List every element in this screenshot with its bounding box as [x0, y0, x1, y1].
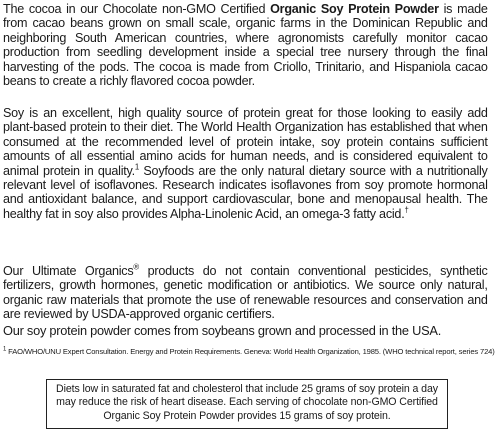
usa-origin-paragraph: Our soy protein powder comes from soybeans grown and processed in the USA. — [3, 323, 442, 338]
ultimate-organics-paragraph — [3, 264, 488, 322]
footnote — [3, 347, 495, 357]
cocoa-paragraph-intro: The cocoa in our Chocolate non-GMO Certified — [3, 1, 271, 16]
footnote-mark: 1 — [3, 346, 7, 353]
cocoa-sourcing-paragraph — [3, 2, 488, 88]
label-panel — [2, 2, 496, 433]
soy-protein-paragraph — [3, 106, 488, 221]
product-name-bold: Organic Soy Protein Powder — [270, 1, 439, 16]
footnote-text: FAO/WHO/UNU Expert Consultation. Energy and Protein Requirements. Geneva: World Health Organization, 1985. (WHO technical report, series 724) — [6, 347, 495, 356]
soy-paragraph-text-a: Soy is an excellent, high quality source of protein great for those looking to easily add plant-based protein to their diet. The World Health Organization has established that when consumed at the recommended level of protein intake, soy protein contains sufficient amounts of all essential amino acids for human needs, and is considered equivalent to animal protein in quality. — [3, 105, 488, 178]
organics-paragraph-text-a: Our Ultimate Organics — [3, 263, 134, 278]
registered-mark: ® — [133, 262, 139, 272]
footnote-reference-1: 1 — [134, 162, 140, 172]
health-claim-box — [46, 379, 448, 429]
dagger-mark: † — [404, 205, 409, 215]
organics-paragraph-text-b: products do not contain conventional pesticides, synthetic fertilizers, growth hormones, genetic modification or antibiotics. We source only natural, organic raw materials that promote the use of renewable resources and conservation and are reviewed by USDA-approved organic certifiers. — [3, 263, 488, 322]
cocoa-paragraph-body: is made from cacao beans grown on small scale, organic farms in the Dominican Republic and neighboring South American countries, where agronomists carefully monitor cacao production from seedling development inside a special tree nursery through the final harvesting of the pods. The cocoa is made from Criollo, Trinitario, and Hispaniola cacao beans to create a richly flavored cocoa powder. — [3, 1, 488, 89]
health-claim-text: Diets low in saturated fat and cholesterol that include 25 grams of soy protein a day may reduce the risk of heart disease. Each serving of chocolate non-GMO Certified Organic Soy Protein Powder provides 15 grams of soy protein. — [56, 383, 438, 422]
soy-paragraph-text-b: Soyfoods are the only natural dietary source with a nutritionally relevant level of isoflavones. Research indicates isoflavones from soy promote hormonal and antioxidant balance, and support cardiovascular, bone and menopausal health. The healthy fat in soy also provides Alpha-Linolenic Acid, an omega-3 fatty acid. — [3, 162, 488, 221]
